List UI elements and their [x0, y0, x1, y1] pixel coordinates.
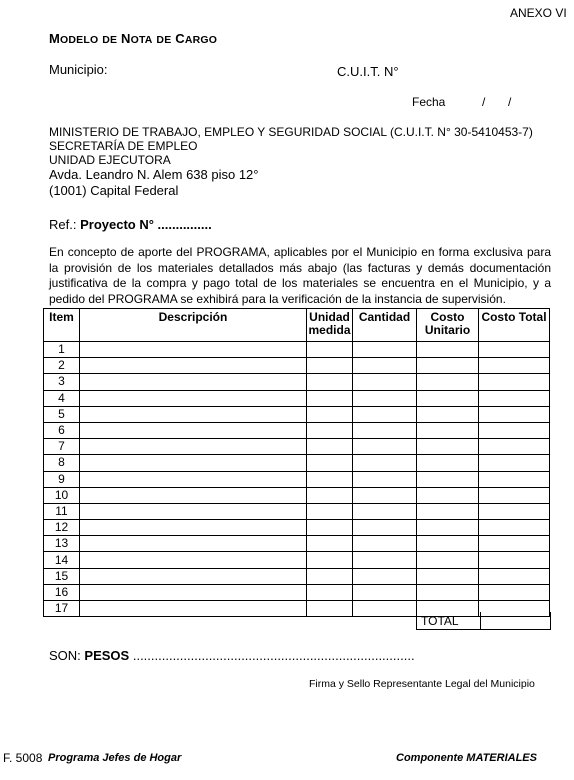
descripcion-cell[interactable]: [80, 520, 307, 536]
costo-unitario-cell[interactable]: [417, 406, 479, 422]
fecha-separator-1: /: [482, 95, 486, 109]
costo-total-cell[interactable]: [479, 390, 550, 406]
descripcion-cell[interactable]: [80, 439, 307, 455]
unidad-medida-cell[interactable]: [307, 568, 353, 584]
costo-total-cell[interactable]: [479, 406, 550, 422]
descripcion-cell[interactable]: [80, 487, 307, 503]
unidad-medida-cell[interactable]: [307, 536, 353, 552]
cantidad-cell[interactable]: [353, 487, 417, 503]
header-item: Item: [44, 309, 80, 342]
unidad-medida-cell[interactable]: [307, 552, 353, 568]
costo-unitario-cell[interactable]: [417, 374, 479, 390]
table-row: [44, 406, 550, 422]
document-title: [49, 31, 217, 46]
son-amount-dots: ..............................................................................: [132, 648, 415, 663]
costo-unitario-cell[interactable]: [417, 422, 479, 438]
item-cell: 15: [44, 568, 80, 584]
costo-unitario-cell[interactable]: [417, 584, 479, 600]
costo-unitario-cell[interactable]: [417, 439, 479, 455]
unidad-medida-cell[interactable]: [307, 455, 353, 471]
costo-total-cell[interactable]: [479, 536, 550, 552]
costo-total-cell[interactable]: [479, 374, 550, 390]
unidad-medida-cell[interactable]: [307, 584, 353, 600]
descripcion-cell[interactable]: [80, 601, 307, 617]
cantidad-cell[interactable]: [353, 455, 417, 471]
total-value-cell[interactable]: [479, 612, 551, 630]
costo-unitario-cell[interactable]: [417, 471, 479, 487]
son-label: SON:: [49, 648, 81, 663]
costo-unitario-cell[interactable]: [417, 455, 479, 471]
signature-caption: Firma y Sello Representante Legal del Municipio: [309, 678, 535, 690]
descripcion-cell[interactable]: [80, 455, 307, 471]
unidad-medida-cell[interactable]: [307, 487, 353, 503]
fecha-separator-2: /: [508, 95, 512, 109]
item-cell: 14: [44, 552, 80, 568]
table-row: [44, 584, 550, 600]
table-row: [44, 390, 550, 406]
address-line-secretaria: SECRETARÍA DE EMPLEO: [49, 139, 198, 153]
table-row: [44, 503, 550, 519]
costo-total-cell[interactable]: [479, 455, 550, 471]
item-cell: 4: [44, 390, 80, 406]
table-row: [44, 455, 550, 471]
cantidad-cell[interactable]: [353, 584, 417, 600]
header-costo-unitario: Costo Unitario: [417, 309, 479, 342]
fecha-label: Fecha: [412, 95, 446, 109]
costo-unitario-cell[interactable]: [417, 358, 479, 374]
unidad-medida-cell[interactable]: [307, 471, 353, 487]
table-row: [44, 342, 550, 358]
table-row: [44, 536, 550, 552]
table-row: [44, 374, 550, 390]
costo-total-cell[interactable]: [479, 342, 550, 358]
cantidad-cell[interactable]: [353, 390, 417, 406]
cantidad-cell[interactable]: [353, 406, 417, 422]
table-header-row: [44, 309, 550, 342]
costo-total-cell[interactable]: [479, 552, 550, 568]
costo-total-cell[interactable]: [479, 358, 550, 374]
descripcion-cell[interactable]: [80, 536, 307, 552]
title-word-3: OTA: [130, 34, 153, 46]
title-initial-3: N: [121, 31, 131, 46]
cantidad-cell[interactable]: [353, 536, 417, 552]
costo-unitario-cell[interactable]: [417, 390, 479, 406]
cantidad-cell[interactable]: [353, 520, 417, 536]
unidad-medida-cell[interactable]: [307, 390, 353, 406]
title-word-4: DE: [156, 34, 172, 46]
descripcion-cell[interactable]: [80, 471, 307, 487]
header-unidad-medida: Unidad medida: [307, 309, 353, 342]
costo-total-cell[interactable]: [479, 487, 550, 503]
header-costo-total: Costo Total: [479, 309, 550, 342]
descripcion-cell[interactable]: [80, 374, 307, 390]
total-label: TOTAL: [421, 614, 459, 628]
table-row: [44, 520, 550, 536]
ref-project-number: Proyecto N° ...............: [80, 217, 212, 232]
costo-unitario-cell[interactable]: [417, 342, 479, 358]
table-row: [44, 487, 550, 503]
municipio-label: Municipio:: [49, 62, 108, 77]
item-cell: 16: [44, 584, 80, 600]
address-line-street: Avda. Leandro N. Alem 638 piso 12°: [49, 167, 259, 182]
cantidad-cell[interactable]: [353, 503, 417, 519]
item-cell: 9: [44, 471, 80, 487]
costo-unitario-cell[interactable]: [417, 552, 479, 568]
costo-total-cell[interactable]: [479, 520, 550, 536]
cantidad-cell[interactable]: [353, 552, 417, 568]
table-row: [44, 552, 550, 568]
descripcion-cell[interactable]: [80, 584, 307, 600]
son-currency: PESOS: [84, 648, 130, 663]
unidad-medida-cell[interactable]: [307, 358, 353, 374]
ref-label: Ref.:: [49, 217, 77, 232]
unidad-medida-cell[interactable]: [307, 601, 353, 617]
item-cell: 8: [44, 455, 80, 471]
annex-label: ANEXO VI: [510, 6, 567, 20]
costo-total-cell[interactable]: [479, 439, 550, 455]
unidad-medida-cell[interactable]: [307, 520, 353, 536]
title-word-2: DE: [102, 34, 118, 46]
unidad-medida-cell[interactable]: [307, 439, 353, 455]
item-cell: 10: [44, 487, 80, 503]
son-line: [49, 648, 415, 663]
concept-paragraph: En concepto de aporte del PROGRAMA, aplicables por el Municipio en forma exclusiva para la provisión de los materiales detallados más abajo (las facturas y demás documentación justificativa de la compra y pago total de los materiales se encuentra en el Municipio, y a pedido del PROGRAMA se exhibirá para la verificación de la instancia de supervisión.: [49, 245, 551, 306]
cantidad-cell[interactable]: [353, 471, 417, 487]
component-name: Componente MATERIALES: [396, 752, 537, 764]
descripcion-cell[interactable]: [80, 552, 307, 568]
costo-unitario-cell[interactable]: [417, 487, 479, 503]
item-cell: 3: [44, 374, 80, 390]
item-cell: 1: [44, 342, 80, 358]
costo-unitario-cell[interactable]: [417, 520, 479, 536]
descripcion-cell[interactable]: [80, 358, 307, 374]
table-row: [44, 422, 550, 438]
item-cell: 5: [44, 406, 80, 422]
cuit-label: C.U.I.T. N°: [337, 64, 399, 79]
costo-total-cell[interactable]: [479, 584, 550, 600]
unidad-medida-cell[interactable]: [307, 422, 353, 438]
descripcion-cell[interactable]: [80, 406, 307, 422]
costo-total-cell[interactable]: [479, 503, 550, 519]
descripcion-cell[interactable]: [80, 422, 307, 438]
program-name: Programa Jefes de Hogar: [48, 752, 182, 764]
materials-table: [43, 308, 550, 617]
cantidad-cell[interactable]: [353, 568, 417, 584]
descripcion-cell[interactable]: [80, 342, 307, 358]
unidad-medida-cell[interactable]: [307, 503, 353, 519]
table-row: [44, 358, 550, 374]
cantidad-cell[interactable]: [353, 439, 417, 455]
item-cell: 12: [44, 520, 80, 536]
costo-total-cell[interactable]: [479, 471, 550, 487]
address-line-city: (1001) Capital Federal: [49, 183, 179, 198]
costo-unitario-cell[interactable]: [417, 503, 479, 519]
cantidad-cell[interactable]: [353, 342, 417, 358]
item-cell: 6: [44, 422, 80, 438]
form-number: F. 5008: [3, 751, 43, 765]
unidad-medida-cell[interactable]: [307, 406, 353, 422]
cantidad-cell[interactable]: [353, 601, 417, 617]
costo-unitario-cell[interactable]: [417, 536, 479, 552]
cantidad-cell[interactable]: [353, 422, 417, 438]
header-descripcion: Descripción: [80, 309, 307, 342]
title-initial-5: C: [175, 31, 185, 46]
descripcion-cell[interactable]: [80, 503, 307, 519]
cantidad-cell[interactable]: [353, 374, 417, 390]
reference-line: [49, 217, 212, 232]
descripcion-cell[interactable]: [80, 568, 307, 584]
title-word-1: ODELO: [60, 34, 99, 46]
cantidad-cell[interactable]: [353, 358, 417, 374]
item-cell: 2: [44, 358, 80, 374]
title-initial-1: M: [49, 31, 61, 46]
address-line-unidad: UNIDAD EJECUTORA: [49, 153, 171, 167]
table-row: [44, 439, 550, 455]
costo-total-cell[interactable]: [479, 568, 550, 584]
unidad-medida-cell[interactable]: [307, 374, 353, 390]
item-cell: 17: [44, 601, 80, 617]
item-cell: 11: [44, 503, 80, 519]
address-line-ministry: MINISTERIO DE TRABAJO, EMPLEO Y SEGURIDAD SOCIAL (C.U.I.T. N° 30-5410453-7): [49, 125, 533, 139]
item-cell: 13: [44, 536, 80, 552]
costo-total-cell[interactable]: [479, 422, 550, 438]
table-row: [44, 568, 550, 584]
descripcion-cell[interactable]: [80, 390, 307, 406]
table-row: [44, 471, 550, 487]
costo-unitario-cell[interactable]: [417, 568, 479, 584]
unidad-medida-cell[interactable]: [307, 342, 353, 358]
header-cantidad: Cantidad: [353, 309, 417, 342]
title-word-5: ARGO: [184, 34, 218, 46]
item-cell: 7: [44, 439, 80, 455]
